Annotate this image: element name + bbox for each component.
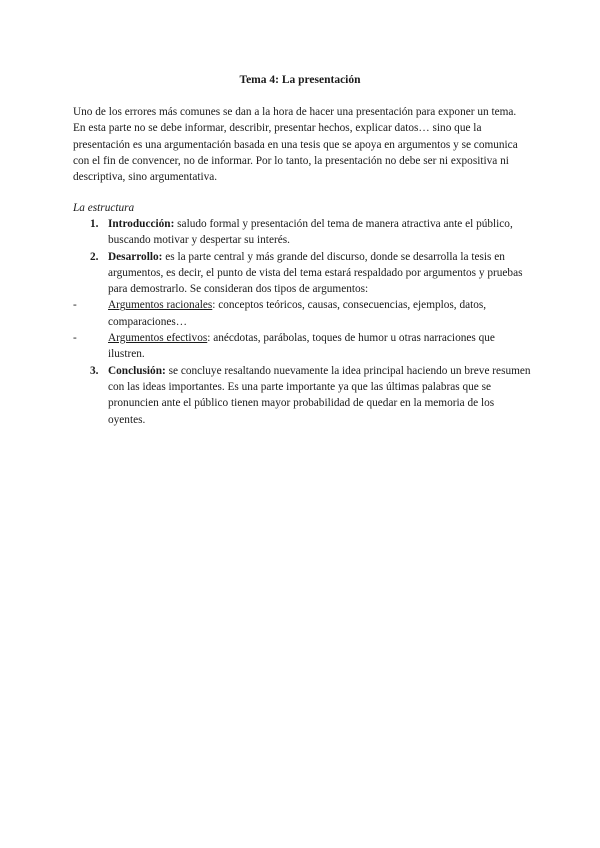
bullet-text: : anécdotas, parábolas, toques de humor u otras narraciones que ilustren. <box>108 332 495 361</box>
item-text: es la parte central y más grande del discurso, donde se desarrolla la tesis en argumentos, es decir, el punto de vista del tema estará respaldado por argumentos y pruebas para demostrarlo. Se consideran dos tipos de argumentos: <box>108 250 523 296</box>
item-term: Desarrollo: <box>108 250 163 263</box>
item-term: Conclusión: <box>108 364 166 377</box>
list-number: 2. <box>90 250 99 263</box>
structure-list <box>73 216 533 428</box>
item-term: Introducción: <box>108 218 175 230</box>
list-number: 3. <box>90 364 99 377</box>
bullet-text: : conceptos teóricos, causas, consecuencias, ejemplos, datos, comparaciones… <box>108 299 487 328</box>
item-text: saludo formal y presentación del tema de manera atractiva ante el público, buscando motivar y despertar su interés. <box>108 218 513 247</box>
list-item-conclusion <box>73 363 533 428</box>
bullet-item-efectivos <box>73 330 533 363</box>
bullet-item-racionales <box>73 297 533 330</box>
bullet-term: Argumentos racionales <box>108 299 213 312</box>
list-item-introduccion <box>73 216 533 249</box>
bullet-dash: - <box>73 299 77 312</box>
intro-paragraph: Uno de los errores más comunes se dan a la hora de hacer una presentación para exponer un tema. En esta parte no se debe informar, describir, presentar hechos, explicar datos… sino que la presentación es una argumentación basada en una tesis que se apoya en argumentos y se comunica con el fin de convencer, no de informar. Por lo tanto, la presentación no debe ser ni expositiva ni descriptiva, sino argumentativa. <box>73 106 518 184</box>
document-title: Tema 4: La presentación <box>239 74 361 86</box>
structure-heading: La estructura <box>73 202 135 214</box>
item-text: se concluye resaltando nuevamente la idea principal haciendo un breve resumen con las ideas importantes. Es una parte importante ya que las últimas palabras que se pronuncien ante el público tienen mayor probabilidad de quedar en la memoria de los oyentes. <box>108 364 531 426</box>
bullet-term: Argumentos efectivos <box>108 332 208 345</box>
bullet-dash: - <box>73 332 77 345</box>
list-number: 1. <box>90 218 99 230</box>
list-item-desarrollo <box>73 249 533 298</box>
